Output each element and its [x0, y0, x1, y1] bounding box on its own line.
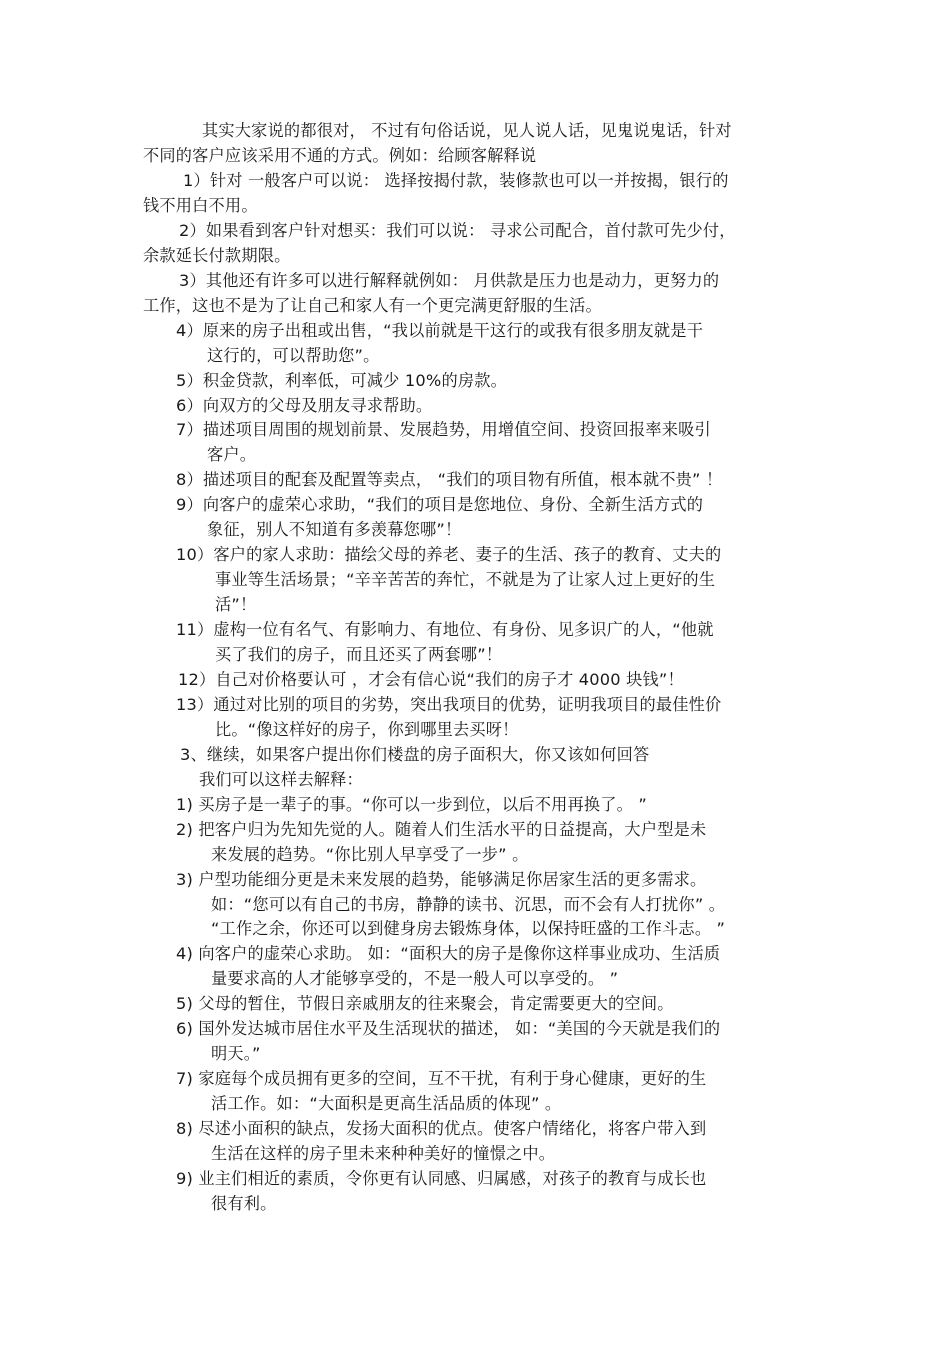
text-line: 活”！ [215, 595, 257, 614]
text-line: 明天。” [211, 1044, 261, 1063]
text-line: 钱不用白不用。 [143, 196, 258, 215]
text-line: “工作之余，你还可以到健身房去锻炼身体，以保持旺盛的工作斗志。 ” [211, 919, 726, 938]
text-line: 9) 业主们相近的素质，令你更有认同感、归属感，对孩子的教育与成长也 [176, 1169, 707, 1188]
text-line: 我们可以这样去解释： [199, 770, 363, 789]
text-line: 买了我们的房子，而且还买了两套哪”！ [215, 645, 503, 664]
text-line: 13）通过对比别的项目的劣势，突出我项目的优势，证明我项目的最佳性价 [176, 695, 722, 714]
text-line: 8）描述项目的配套及配置等卖点， “我们的项目物有所值，根本就不贵” ！ [176, 470, 723, 489]
text-line: 5）积金贷款，利率低，可减少 10%的房款。 [176, 371, 508, 390]
text-line: 2) 把客户归为先知先觉的人。随着人们生活水平的日益提高，大户型是未 [176, 820, 707, 839]
text-line: 7) 家庭每个成员拥有更多的空间，互不干扰，有利于身心健康，更好的生 [176, 1069, 707, 1088]
text-line: 事业等生活场景；“辛辛苦苦的奔忙，不就是为了让家人过上更好的生 [215, 570, 716, 589]
text-line: 客户。 [207, 445, 257, 464]
text-line: 象征，别人不知道有多羡幕您哪”！ [207, 520, 462, 539]
text-line: 3）其他还有许多可以进行解释就例如： 月供款是压力也是动力，更努力的 [179, 271, 720, 290]
text-line: 1）针对 一般客户可以说： 选择按揭付款，装修款也可以一并按揭，银行的 [183, 171, 729, 190]
text-line: 6）向双方的父母及朋友寻求帮助。 [176, 396, 433, 415]
text-line: 10）客户的家人求助：描绘父母的养老、妻子的生活、孩子的教育、丈夫的 [176, 545, 722, 564]
text-line: 4）原来的房子出租或出售，“我以前就是干这行的或我有很多朋友就是干 [176, 321, 704, 340]
text-line: 活工作。如：“大面积是更高生活品质的体现” 。 [211, 1094, 562, 1113]
text-line: 生活在这样的房子里未来种种美好的憧憬之中。 [211, 1144, 556, 1163]
text-line: 5) 父母的暂住，节假日亲戚朋友的往来聚会，肯定需要更大的空间。 [176, 994, 674, 1013]
text-line: 7）描述项目周围的规划前景、发展趋势，用增值空间、投资回报率来吸引 [176, 420, 711, 439]
text-line: 来发展的趋势。“你比别人早享受了一步” 。 [211, 845, 529, 864]
text-line: 很有利。 [211, 1194, 277, 1213]
text-line: 如：“您可以有自己的书房，静静的读书、沉思，而不会有人打扰你” 。 [211, 895, 726, 914]
text-line: 这行的，可以帮助您”。 [207, 346, 380, 365]
text-line: 3、继续，如果客户提出你们楼盘的房子面积大，你又该如何回答 [180, 745, 650, 764]
text-line: 量要求高的人才能够享受的，不是一般人可以享受的。 ” [211, 969, 619, 988]
text-line: 余款延长付款期限。 [143, 246, 291, 265]
text-line: 1) 买房子是一辈子的事。“你可以一步到位，以后不用再换了。 ” [176, 795, 647, 814]
text-line: 不同的客户应该采用不通的方式。例如：给顾客解释说 [143, 146, 537, 165]
text-line: 3) 户型功能细分更是未来发展的趋势，能够满足你居家生活的更多需求。 [176, 870, 707, 889]
text-line: 4) 向客户的虚荣心求助。 如：“面积大的房子是像你这样事业成功、生活质 [176, 944, 721, 963]
text-line: 9）向客户的虚荣心求助，“我们的项目是您地位、身份、全新生活方式的 [176, 495, 704, 514]
text-line: 6) 国外发达城市居住水平及生活现状的描述， 如：“美国的今天就是我们的 [176, 1019, 721, 1038]
text-line: 8) 尽述小面积的缺点，发扬大面积的优点。使客户情绪化，将客户带入到 [176, 1119, 707, 1138]
text-line: 工作，这也不是为了让自己和家人有一个更完满更舒服的生活。 [143, 296, 602, 315]
text-line: 12）自己对价格要认可 ，才会有信心说“我们的房子才 4000 块钱”！ [178, 670, 684, 689]
text-line: 11）虚构一位有名气、有影响力、有地位、有身份、见多识广的人，“他就 [176, 620, 714, 639]
text-line: 其实大家说的都很对， 不过有句俗话说，见人说人话，见鬼说鬼话，针对 [202, 121, 732, 140]
text-line: 2）如果看到客户针对想买：我们可以说： 寻求公司配合，首付款可先少付， [179, 221, 736, 240]
text-line: 比。“像这样好的房子，你到哪里去买呀！ [215, 720, 519, 739]
